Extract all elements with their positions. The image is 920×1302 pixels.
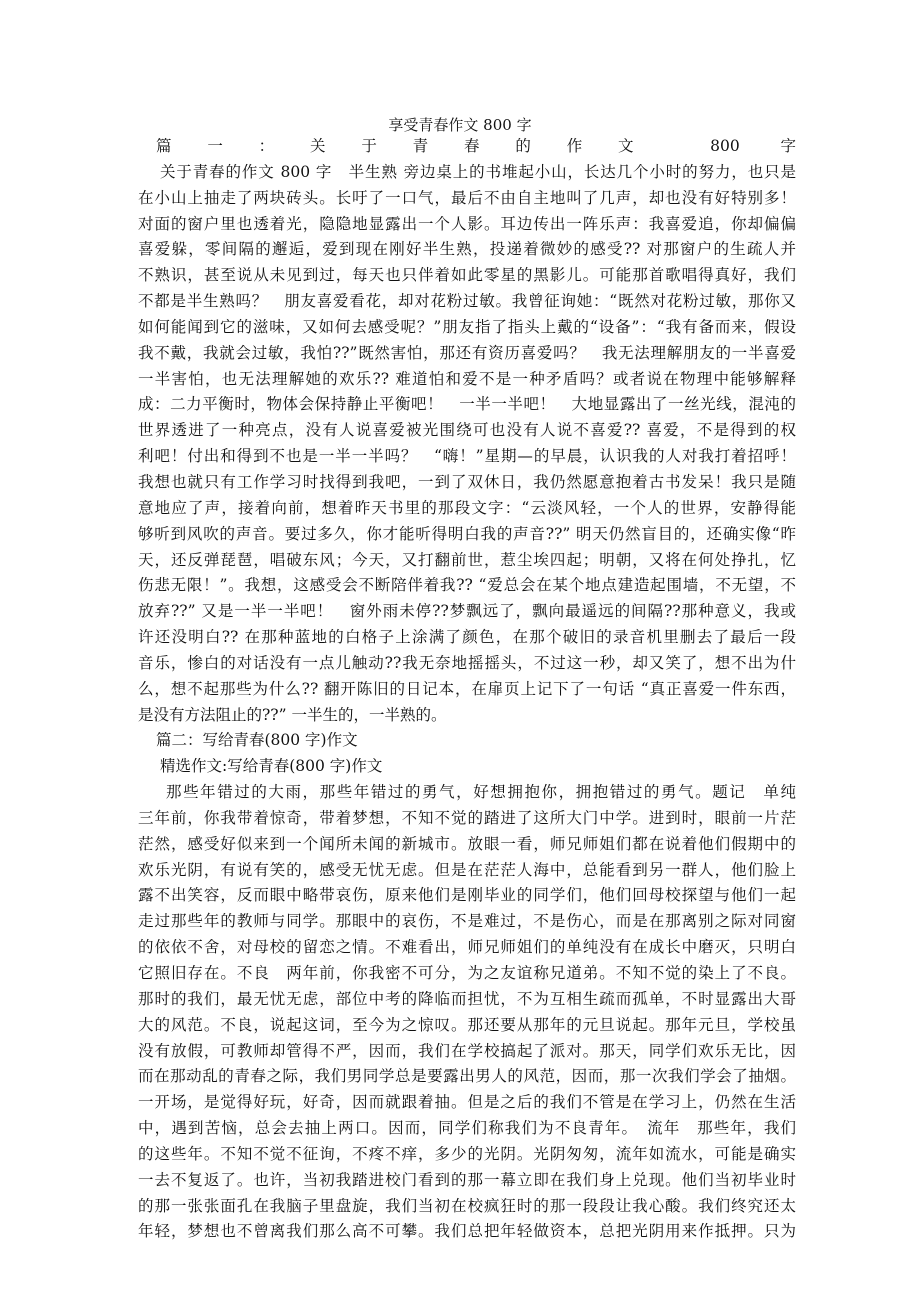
paragraph-line: 大的风范。不良，说起这词，至今为之惊叹。那还要从那年的元旦说起。那年元旦，学校虽 — [138, 1015, 796, 1034]
paragraph-line: 不都是半生熟吗？ 朋友喜爱看花，却对花粉过敏。我曾征询她：“既然对花粉过敏，那你又 — [138, 292, 796, 311]
paragraph-line: 年轻，梦想也不曾离我们那么高不可攀。我们总把年轻做资本，总把光阴用来作抵押。只为 — [138, 1222, 796, 1241]
paragraph-line: 露不出笑容，反而眼中略带哀伤，原来他们是刚毕业的同学们，他们回母校探望与他们一起 — [138, 886, 796, 905]
paragraph-line: 欢乐光阴，有说有笑的，感受无忧无虑。但是在茫茫人海中，总能看到另一群人，他们脸上 — [138, 860, 796, 879]
paragraph-line: 世界透进了一种亮点，没有人说喜爱被光围绕可也没有人说不喜爱?? 喜爱，不是得到的权 — [138, 421, 796, 440]
paragraph-line: 许还没明白?? 在那种蓝地的白格子上涂满了颜色，在那个破旧的录音机里删去了最后一段 — [138, 628, 796, 647]
paragraph-line: 对面的窗户里也透着光，隐隐地显露出一个人影。耳边传出一阵乐声：我喜爱追，你却偏偏 — [138, 214, 796, 233]
paragraph-line: 么，想不起那些为什么?? 翻开陈旧的日记本，在扉页上记下了一句话 “真正喜爱一件东西， — [138, 679, 796, 698]
paragraph-line: 利吧！付出和得到不也是一半一半吗？ “嗨！”星期—的早晨，认识我的人对我打着招呼！ — [138, 447, 796, 466]
paragraph-line: 那些年错过的大雨，那些年错过的勇气，好想拥抱你，拥抱错过的勇气。题记 单纯 — [166, 783, 796, 802]
paragraph-line: 伤悲无限！”。我想，这感受会不断陪伴着我?? “爱总会在某个地点建造起围墙，不无望，不 — [138, 576, 796, 595]
section-heading: 篇一：关于青春的作文 800 字 — [156, 137, 796, 155]
subheading: 精选作文:写给青春(800 字)作文 — [160, 757, 383, 776]
paragraph-line: 一开场，是觉得好玩，好奇，因而就跟着抽。但是之后的我们不管是在学习上，仍然在生活 — [138, 1093, 796, 1112]
paragraph-line: 我想也就只有工作学习时找得到我吧，一到了双休日，我仍然愿意抱着古书发呆！我只是随 — [138, 472, 796, 491]
paragraph-line: 的那一张张面孔在我脑子里盘旋，我们当初在校疯狂时的那一段段让我心酸。我们终究还太 — [138, 1196, 796, 1215]
paragraph-line: 它照旧存在。不良 两年前，你我密不可分，为之友谊称兄道弟。不知不觉的染上了不良。 — [138, 964, 796, 982]
paragraph-line: 放弃??” 又是一半一半吧！ 窗外雨未停??梦飘远了，飘向最遥远的间隔??那种意义，我或 — [138, 602, 796, 621]
document-title: 享受青春作文 800 字 — [388, 116, 532, 134]
paragraph-line: 而在那动乱的青春之际，我们男同学总是要露出男人的风范，因而，那一次我们学会了抽烟。 — [138, 1067, 796, 1086]
paragraph-line: 喜爱躲，零间隔的邂逅，爱到现在刚好半生熟，投递着微妙的感受?? 对那窗户的生疏人并 — [138, 240, 796, 259]
paragraph-line: 如何能闻到它的滋味，又如何去感受呢？”朋友指了指头上戴的“设备”：“我有备而来，假设 — [138, 317, 796, 336]
paragraph-line: 茫然，感受好似来到一个闻所未闻的新城市。放眼一看，师兄师姐们都在说着他们假期中的 — [138, 834, 796, 853]
paragraph-line: 意地应了声，接着向前，想着昨天书里的那段文字：“云淡风轻，一个人的世界，安静得能 — [138, 498, 796, 517]
paragraph-line: 我不戴，我就会过敏，我怕??”既然害怕，那还有资历喜爱吗？ 我无法理解朋友的一半喜爱 — [138, 343, 796, 362]
paragraph-line: 天，还反弹琵琶，唱破东风；今天，又打翻前世，惹尘埃四起；明朝，又将在何处挣扎，忆 — [138, 550, 796, 569]
paragraph-line: 一半害怕，也无法理解她的欢乐?? 难道怕和爱不是一种矛盾吗？或者说在物理中能够解释 — [138, 369, 796, 388]
paragraph-line: 没有放假，可教师却管得不严，因而，我们在学校搞起了派对。那天，同学们欢乐无比，因 — [138, 1041, 796, 1060]
paragraph-line: 音乐，惨白的对话没有一点儿触动??我无奈地摇摇头，不过这一秒，却又笑了，想不出为什 — [138, 653, 796, 672]
paragraph-line: 走过那些年的教师与同学。那眼中的哀伤，不是难过，不是伤心，而是在那离别之际对同窗 — [138, 912, 796, 931]
paragraph-line: 一去不复返了。也许，当初我踏进校门看到的那一幕立即在我们身上兑现。他们当初毕业时 — [138, 1170, 796, 1189]
paragraph-line: 的依依不舍，对母校的留恋之情。不难看出，师兄师姐们的单纯没有在成长中磨灭，只明白 — [138, 938, 796, 957]
paragraph-line: 是没有方法阻止的??” 一半生的，一半熟的。 — [138, 705, 447, 724]
document-body — [138, 134, 796, 1245]
paragraph-line: 够听到风吹的声音。要过多久，你才能听得明白我的声音??” 明天仍然盲目的，还确实像“昨 — [138, 524, 796, 543]
paragraph-line: 中，遇到苦恼，总会去抽上两口。因而，同学们称我们为不良青年。 流年 那些年，我们 — [138, 1119, 796, 1138]
paragraph-line: 的这些年。不知不觉不征询，不疼不痒，多少的光阴。光阴匆匆，流年如流水，可能是确实 — [138, 1144, 796, 1163]
section-heading: 篇二：写给青春(800 字)作文 — [156, 731, 358, 750]
paragraph-line: 三年前，你我带着惊奇，带着梦想，不知不觉的踏进了这所大门中学。进到时，眼前一片茫 — [138, 808, 796, 827]
paragraph-line: 那时的我们，最无忧无虑，部位中考的降临而担忧，不为互相生疏而孤单，不时显露出大哥 — [138, 989, 796, 1008]
paragraph-line: 不熟识，甚至说从未见到过，每天也只伴着如此零星的黑影儿。可能那首歌唱得真好，我们 — [138, 266, 796, 285]
paragraph-line: 关于青春的作文 800 字 半生熟 旁边桌上的书堆起小山，长达几个小时的努力，也只是 — [160, 162, 796, 181]
paragraph-line: 在小山上抽走了两块砖头。长吁了一口气，最后不由自主地叫了几声，却也没有好特别多！ — [138, 188, 796, 207]
paragraph-line: 成：二力平衡时，物体会保持静止平衡吧！ 一半一半吧！ 大地显露出了一丝光线，混沌的 — [138, 395, 796, 414]
